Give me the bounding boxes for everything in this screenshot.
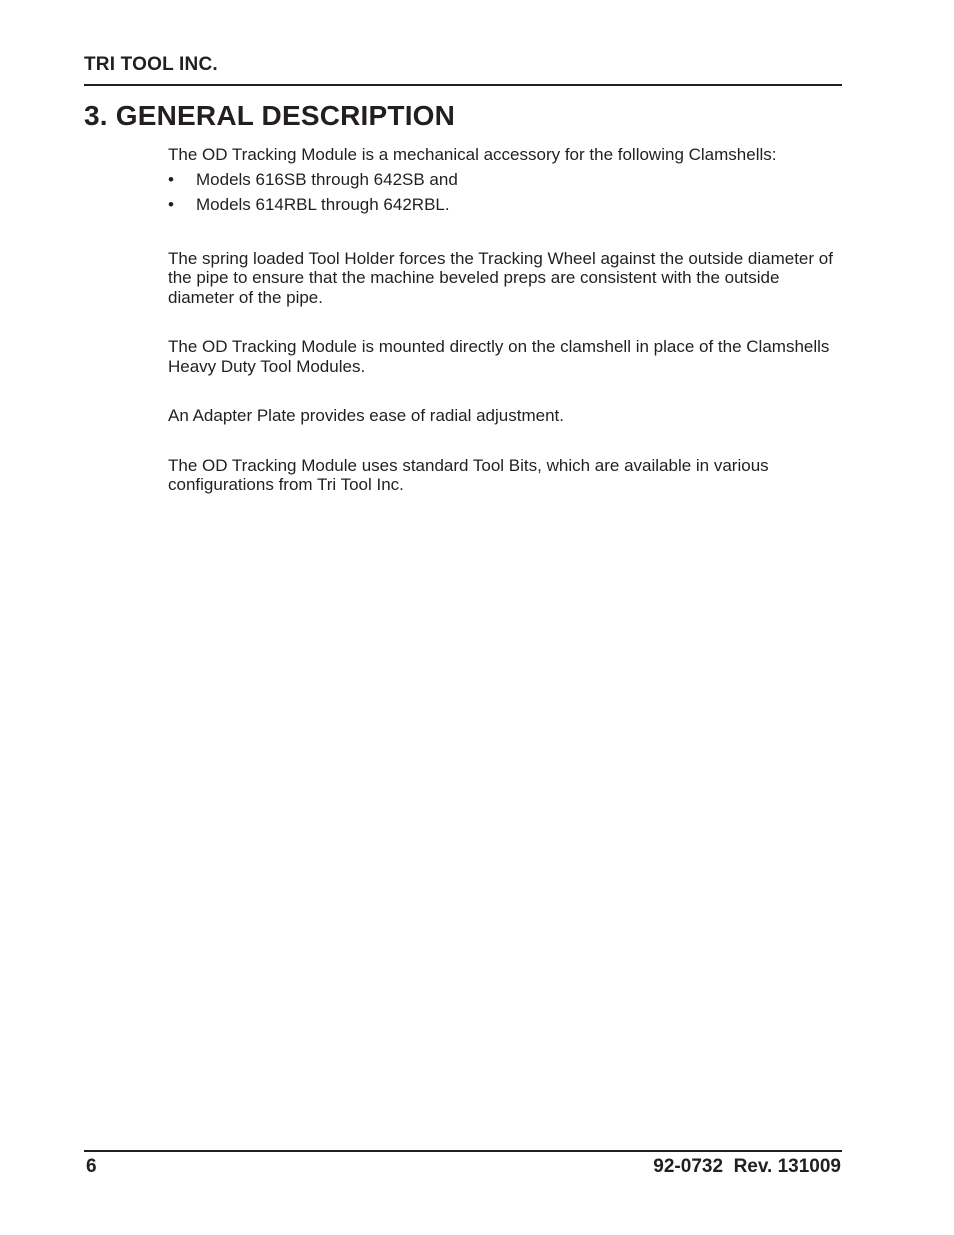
paragraph-tool-holder: The spring loaded Tool Holder forces the Tracking Wheel against the outside diameter of the pipe to ensure that the machine beveled preps are consistent with the outside diameter of the pipe. <box>168 248 833 307</box>
paragraph-adapter-plate: An Adapter Plate provides ease of radial adjustment. <box>168 406 564 425</box>
list-item-text: Models 616SB through 642SB and <box>196 169 458 189</box>
section-title: GENERAL DESCRIPTION <box>115 100 456 131</box>
section-body <box>168 145 848 495</box>
list-item-text: Models 614RBL through 642RBL. <box>196 194 450 214</box>
footer-rule <box>84 1150 842 1152</box>
paragraph-mounting: The OD Tracking Module is mounted directly on the clamshell in place of the Clamshells Heavy Duty Tool Modules. <box>168 337 830 376</box>
company-name: TRI TOOL INC. <box>84 54 218 75</box>
intro-text: The OD Tracking Module is a mechanical accessory for the following Clamshells: <box>168 145 777 164</box>
section-heading <box>84 100 455 132</box>
list-item <box>168 170 848 195</box>
paragraph-tool-bits: The OD Tracking Module uses standard Tool Bits, which are available in various configurations from Tri Tool Inc. <box>168 455 769 494</box>
bullet-icon: • <box>168 194 174 214</box>
list-item <box>168 195 848 220</box>
page-number: 6 <box>86 1156 97 1177</box>
header-rule <box>84 84 842 86</box>
bullet-icon: • <box>168 169 174 189</box>
model-list <box>168 170 848 220</box>
document-revision: 92-0732 Rev. 131009 <box>653 1156 841 1177</box>
section-number: 3. <box>84 100 108 131</box>
